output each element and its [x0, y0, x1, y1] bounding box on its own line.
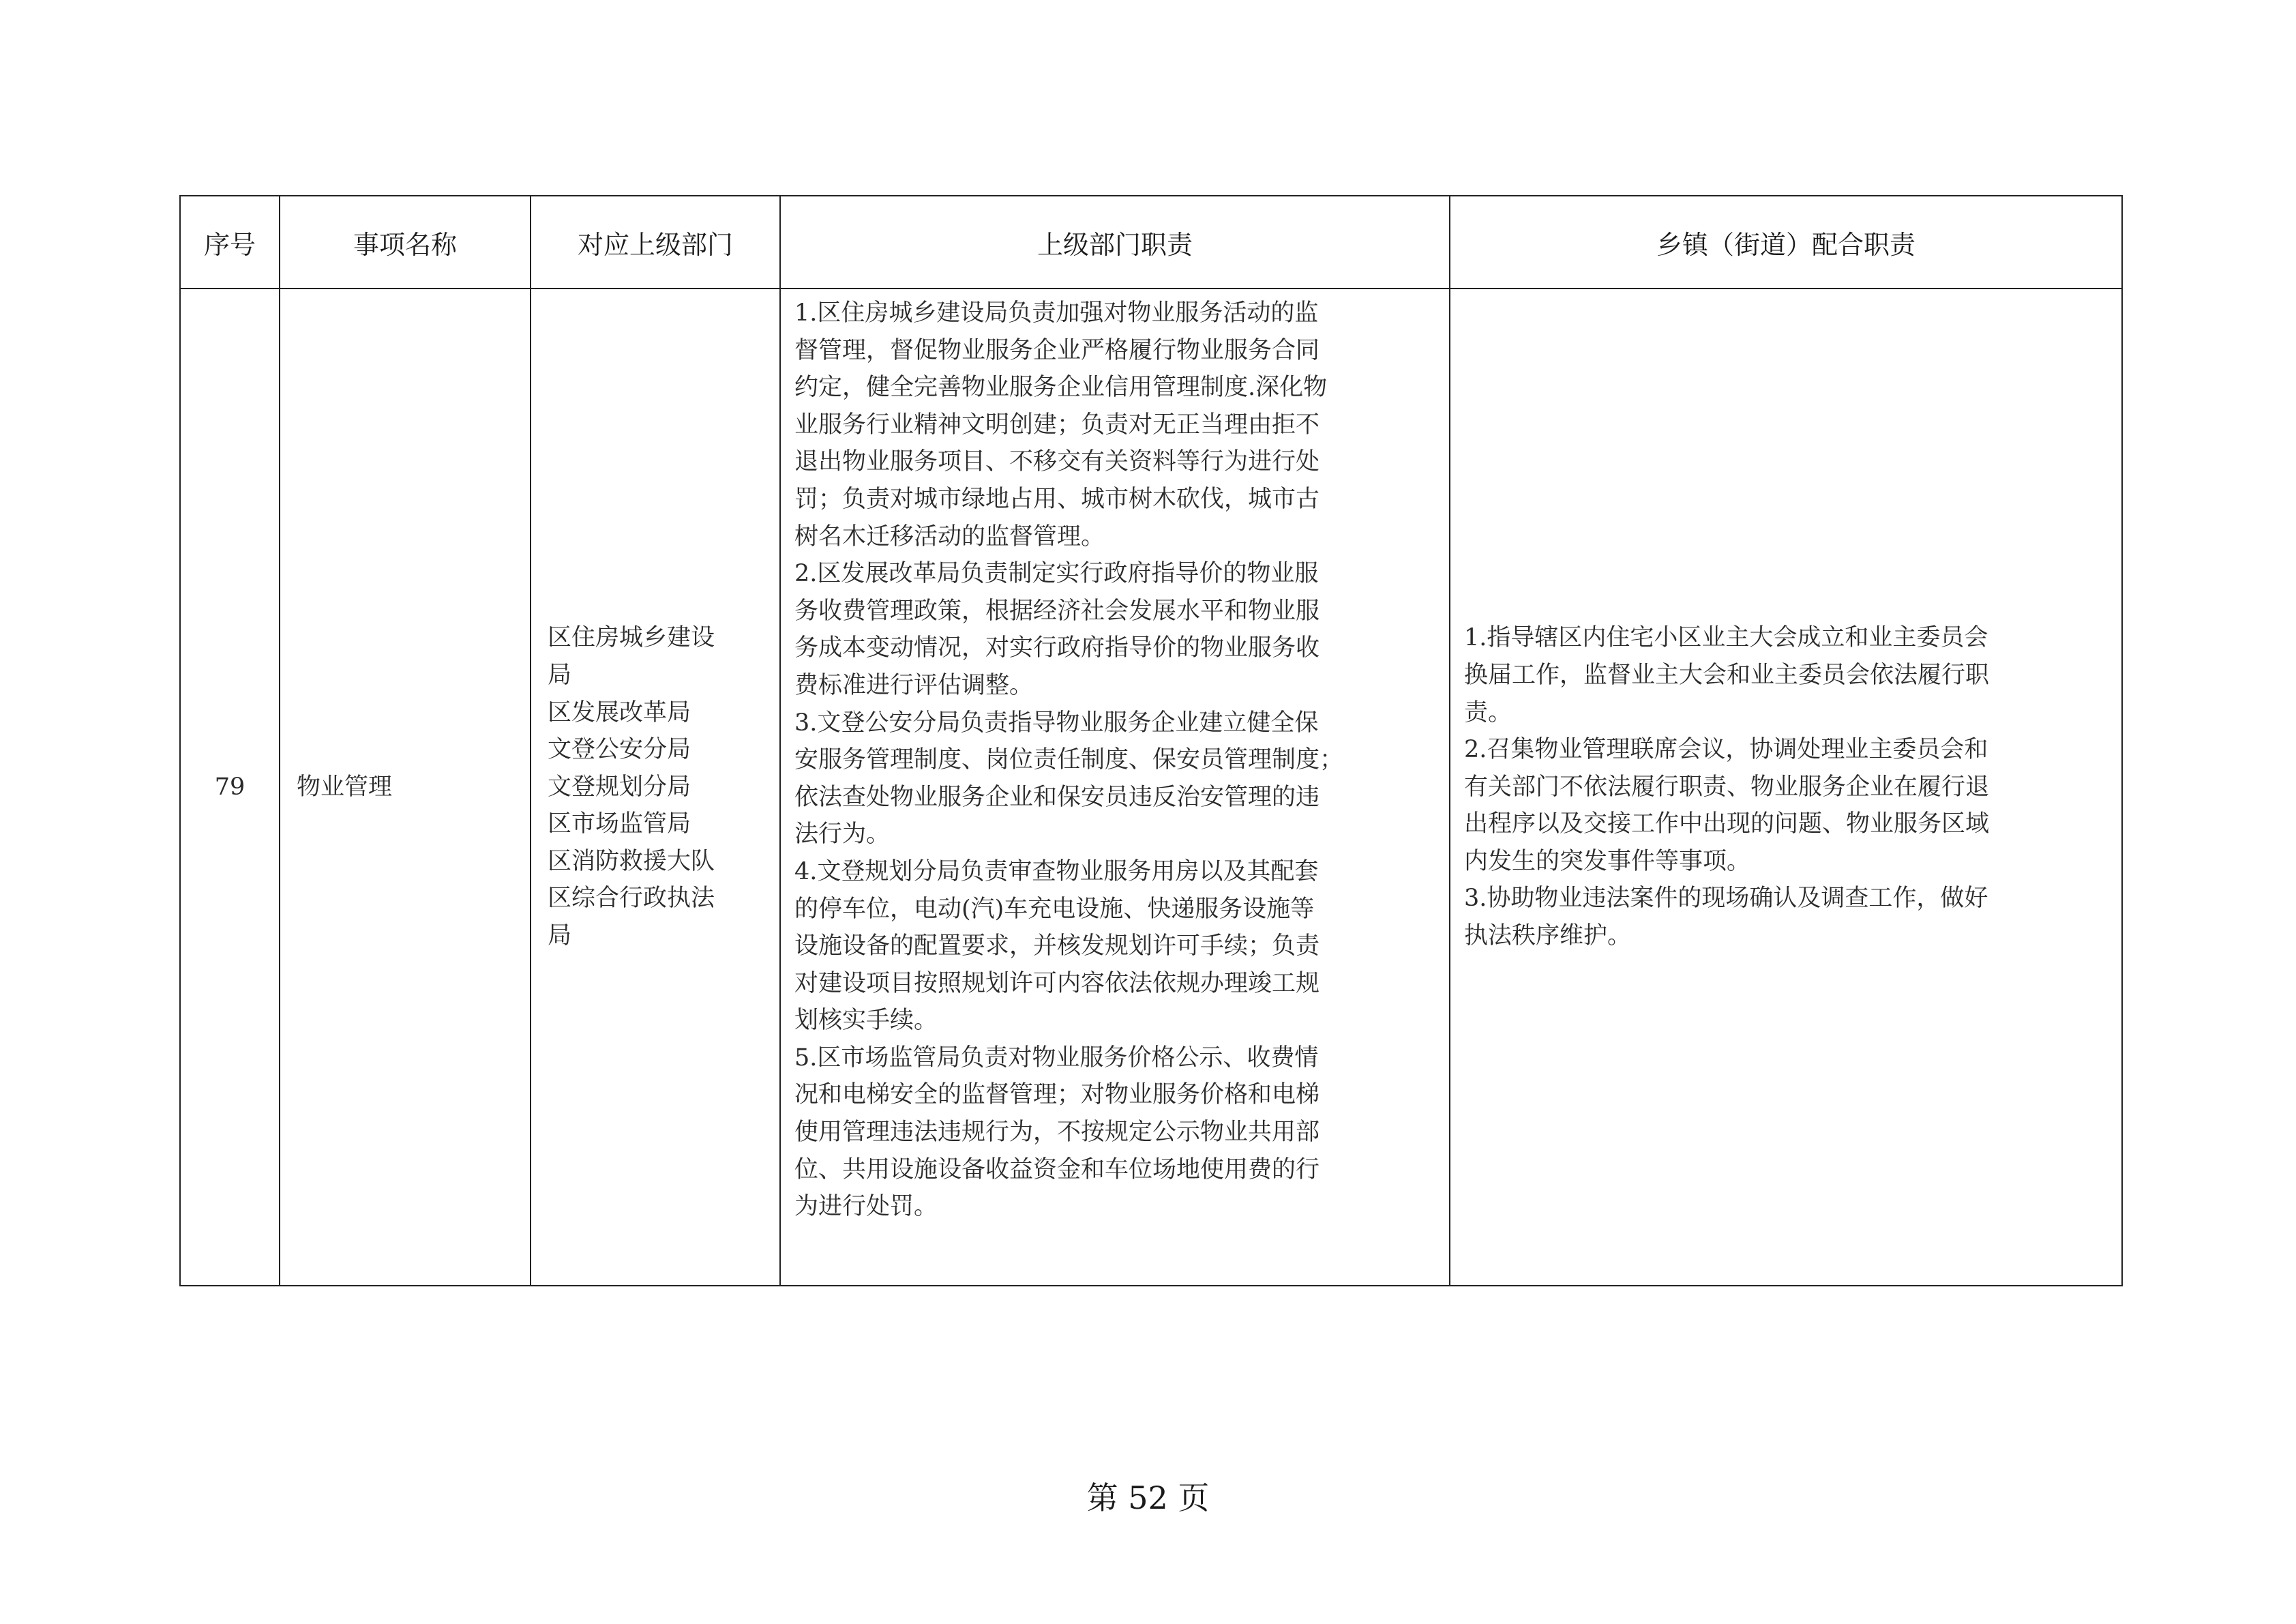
duty-paragraph-3	[794, 705, 1435, 853]
text-line: 费标准进行评估调整。	[794, 671, 1034, 699]
cell-seq: 79	[180, 289, 280, 1286]
dept-line: 局	[548, 661, 572, 689]
text-line: 树名木迁移活动的监督管理。	[794, 522, 1105, 550]
text-line: 3.协助物业违法案件的现场确认及调查工作，做好	[1464, 885, 1988, 913]
header-town-coop-duty: 乡镇（街道）配合职责	[1450, 196, 2122, 289]
dept-line: 区住房城乡建设	[548, 624, 715, 652]
coop-paragraph-2	[1464, 731, 2108, 880]
dept-line: 区消防救援大队	[548, 847, 715, 875]
dept-line: 文登规划分局	[548, 773, 691, 801]
duty-paragraph-4	[794, 853, 1435, 1039]
text-line: 约定，健全完善物业服务企业信用管理制度.深化物	[794, 374, 1328, 402]
text-line: 划核实手续。	[794, 1007, 938, 1035]
text-line: 设施设备的配置要求，并核发规划许可手续；负责	[794, 932, 1320, 960]
text-line: 4.文登规划分局负责审查物业服务用房以及其配套	[794, 857, 1319, 885]
text-line: 务收费管理政策，根据经济社会发展水平和物业服	[794, 597, 1320, 625]
text-line: 对建设项目按照规划许可内容依法依规办理竣工规	[794, 969, 1320, 997]
duty-paragraph-1	[794, 295, 1435, 555]
dept-line: 局	[548, 922, 572, 950]
table-row	[180, 289, 2122, 1286]
coop-paragraph-1	[1464, 619, 2108, 731]
coop-paragraph-3	[1464, 880, 2108, 954]
text-line: 1.区住房城乡建设局负责加强对物业服务活动的监	[794, 299, 1319, 327]
header-upper-duty: 上级部门职责	[780, 196, 1450, 289]
text-line: 安服务管理制度、岗位责任制度、保安员管理制度；	[794, 746, 1344, 774]
page-number: 第 52 页	[1086, 1479, 1210, 1516]
dept-line: 文登公安分局	[548, 736, 691, 764]
header-upper-dept: 对应上级部门	[531, 196, 780, 289]
text-line: 责。	[1464, 698, 1512, 726]
dept-line: 区发展改革局	[548, 698, 691, 726]
text-line: 督管理，督促物业服务企业严格履行物业服务合同	[794, 336, 1320, 364]
duty-paragraph-5	[794, 1039, 1435, 1226]
cell-upper-duty	[780, 289, 1450, 1286]
text-line: 罚；负责对城市绿地占用、城市树木砍伐，城市古	[794, 485, 1320, 513]
header-item-name: 事项名称	[280, 196, 531, 289]
text-line: 有关部门不依法履行职责、物业服务企业在履行退	[1464, 773, 1990, 801]
text-line: 使用管理违法违规行为，不按规定公示物业共用部	[794, 1119, 1320, 1147]
cell-upper-dept	[531, 289, 780, 1286]
text-line: 业服务行业精神文明创建；负责对无正当理由拒不	[794, 411, 1320, 439]
text-line: 内发生的突发事件等事项。	[1464, 847, 1751, 875]
text-line: 依法查处物业服务企业和保安员违反治安管理的违	[794, 783, 1320, 811]
text-line: 出程序以及交接工作中出现的问题、物业服务区域	[1464, 810, 1990, 838]
text-line: 5.区市场监管局负责对物业服务价格公示、收费情	[794, 1044, 1319, 1072]
text-line: 退出物业服务项目、不移交有关资料等行为进行处	[794, 448, 1320, 476]
dept-line: 区市场监管局	[548, 810, 691, 838]
duty-table	[179, 195, 2123, 1286]
text-line: 的停车位，电动(汽)车充电设施、快递服务设施等	[794, 895, 1315, 923]
text-line: 法行为。	[794, 821, 891, 848]
text-line: 为进行处罚。	[794, 1193, 938, 1221]
text-line: 位、共用设施设备收益资金和车位场地使用费的行	[794, 1155, 1320, 1183]
text-line: 1.指导辖区内住宅小区业主大会成立和业主委员会	[1464, 624, 1988, 652]
text-line: 2.召集物业管理联席会议，协调处理业主委员会和	[1464, 736, 1988, 764]
cell-item-name: 物业管理	[280, 289, 531, 1286]
text-line: 况和电梯安全的监督管理；对物业服务价格和电梯	[794, 1081, 1320, 1109]
dept-line: 区综合行政执法	[548, 885, 715, 913]
text-line: 2.区发展改革局负责制定实行政府指导价的物业服	[794, 560, 1319, 588]
header-seq: 序号	[180, 196, 280, 289]
text-line: 务成本变动情况，对实行政府指导价的物业服务收	[794, 634, 1320, 662]
text-line: 换届工作，监督业主大会和业主委员会依法履行职	[1464, 661, 1990, 689]
text-line: 执法秩序维护。	[1464, 922, 1632, 950]
text-line: 3.文登公安分局负责指导物业服务企业建立健全保	[794, 709, 1319, 737]
header-row	[180, 196, 2122, 289]
cell-town-coop-duty	[1450, 289, 2122, 1286]
duty-paragraph-2	[794, 555, 1435, 704]
